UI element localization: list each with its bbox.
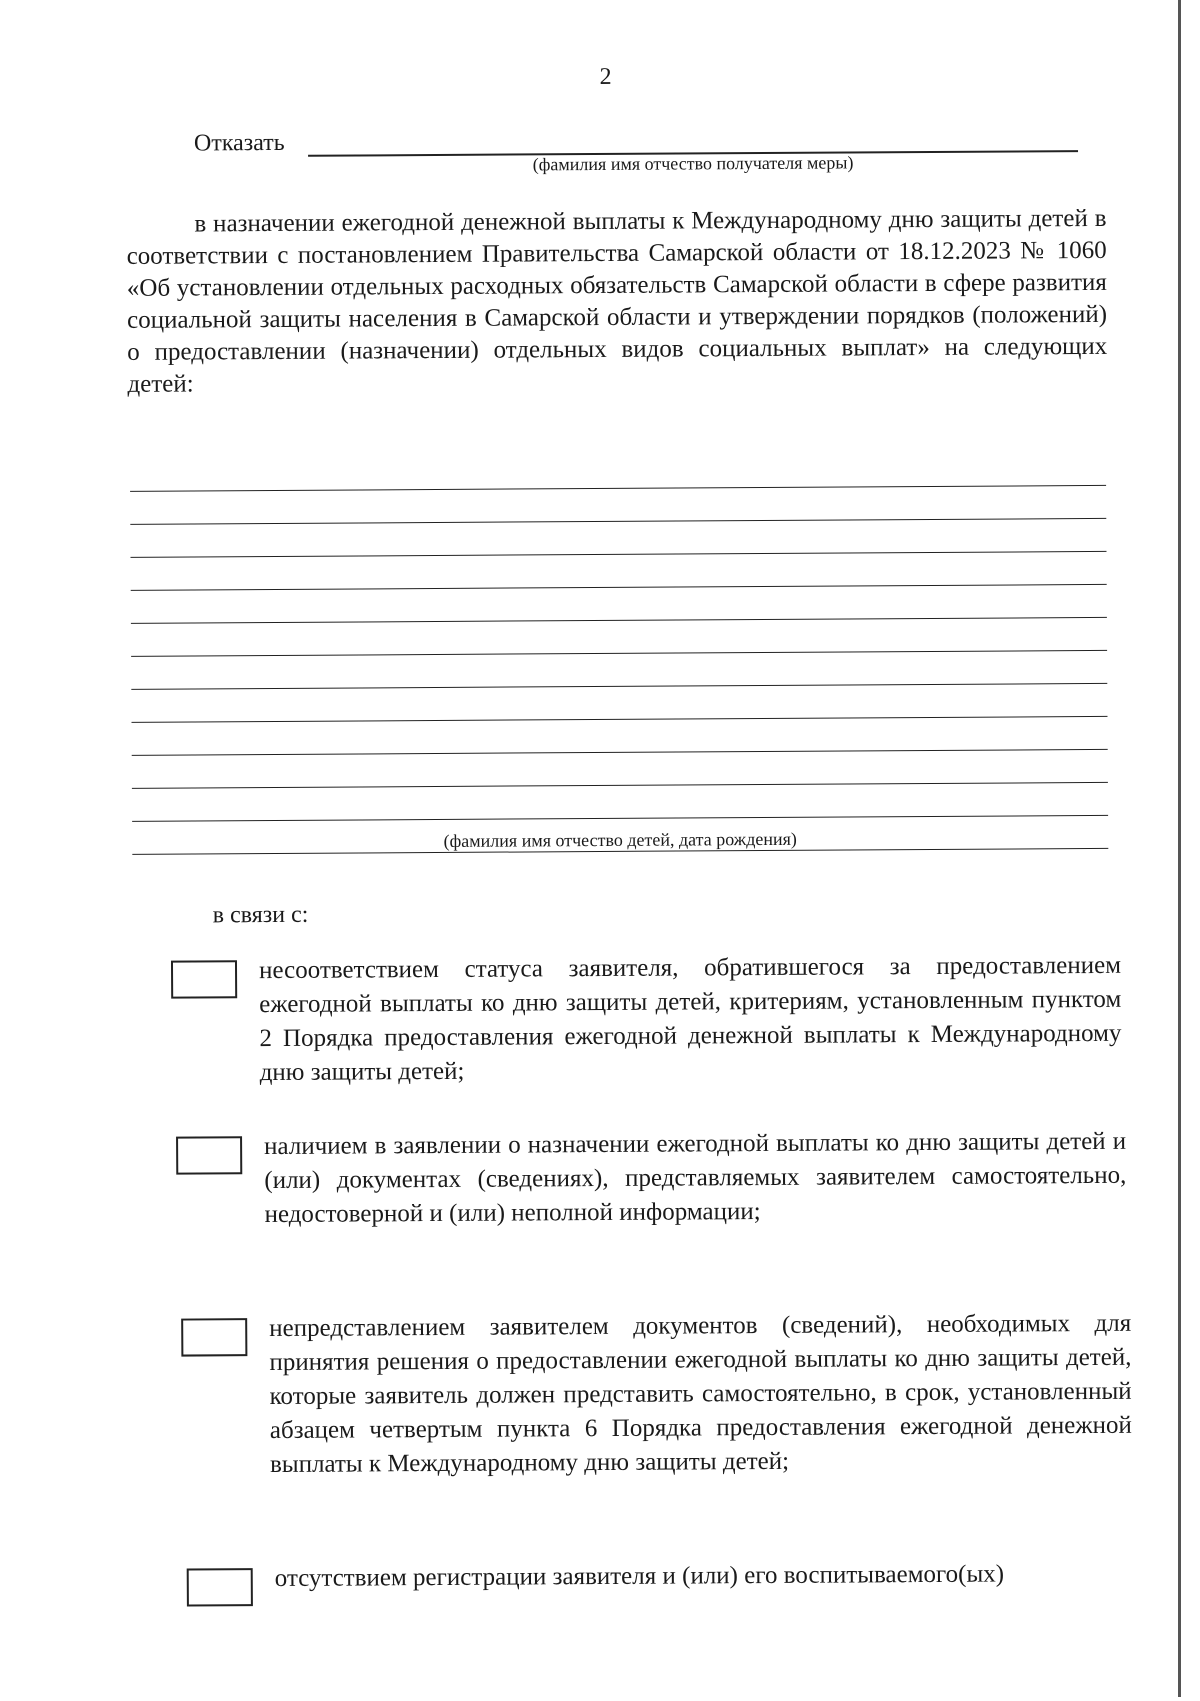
reason-option-1 (171, 949, 1122, 1087)
reason-checkbox-1[interactable] (171, 960, 237, 998)
page-number: 2 (599, 63, 612, 90)
main-paragraph (126, 203, 1107, 401)
recipient-name-caption: (фамилия имя отчество получателя меры) (532, 152, 854, 175)
children-caption: (фамилия имя отчество детей, дата рождения) (443, 828, 797, 851)
reason-text-3: непредставлением заявителем документов (сведений), необходимых для принятия решения о предоставлении ежегодной выплаты ко дню защиты детей, которые заявитель должен представить самостоятельно, в срок, установленный абзацем четвертым пункта 6 Порядка предоставления ежегодной денежной выплаты к Международному дню защиты детей; (269, 1309, 1132, 1479)
refuse-label: Отказать (193, 129, 285, 157)
children-fill-lines (130, 453, 1108, 855)
reason-text-4: отсутствием регистрации заявителя и (или) его воспитываемого(ых) (274, 1560, 1005, 1593)
reason-option-3 (181, 1307, 1132, 1479)
in-connection-label: в связи с: (212, 901, 309, 929)
reason-checkbox-4[interactable] (187, 1568, 253, 1606)
reason-text-1: несоответствием статуса заявителя, обратившегося за предоставлением ежегодной выплаты ко дню защиты детей, критериям, установленным пунктом 2 Порядка предоставления ежегодной денежной выплаты к Международному дню защиты детей; (258, 951, 1122, 1087)
reason-option-4 (187, 1557, 1137, 1593)
reason-checkbox-3[interactable] (181, 1318, 247, 1356)
reason-option-2 (176, 1125, 1127, 1229)
main-paragraph-text: в назначении ежегодной денежной выплаты к Международному дню защиты детей в соответствии с постановлением Правительства Самарской области от 18.12.2023 № 1060 «Об установлении отдельных расходных обязательств Самарской области в сфере развития социальной защиты населения в Самарской области и утверждении порядков (положений) о предоставлении (назначении) отдельных видов социальных выплат» на следующих детей: (126, 204, 1108, 398)
reason-checkbox-2[interactable] (176, 1136, 242, 1174)
reason-text-2: наличием в заявлении о назначении ежегодной выплаты ко дню защиты детей и (или) документах (сведениях), представляемых заявителем самостоятельно, недостоверной и (или) неполной информации; (264, 1127, 1127, 1229)
scan-edge-line (1178, 0, 1181, 1697)
